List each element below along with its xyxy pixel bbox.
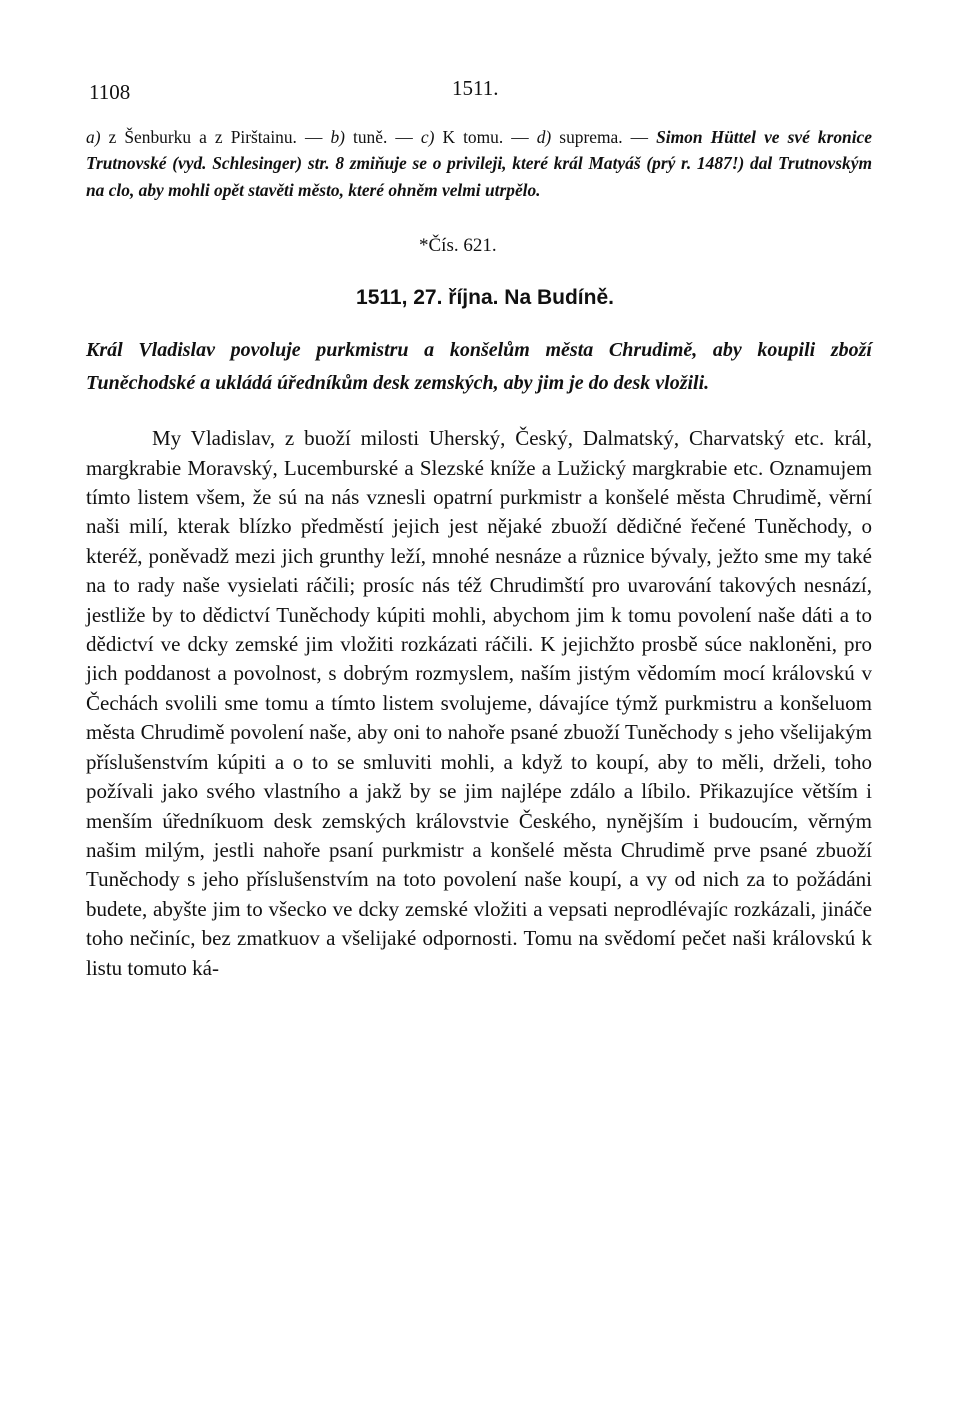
page-number: 1108 xyxy=(89,80,131,104)
document-summary: Král Vladislav povoluje purkmistru a konšelům města Chrudimě, aby koupili zboží Tuněchodské a ukládá úředníkům desk zemských, aby jim je do desk vložili. xyxy=(86,339,872,395)
footnote-b-text: tuně. — xyxy=(344,127,421,147)
footnote-a-text: z Šenburku a z Pirštainu. — xyxy=(100,127,331,147)
running-year: 1511. xyxy=(452,76,499,100)
footnote-d-mark: d) xyxy=(536,127,552,147)
footnote-a-mark: a) xyxy=(86,127,101,147)
footnote-note: Simon Hüttel ve své kronice Trutnovské (vyd. Schlesinger) str. 8 zmiňuje se o privileji, které král Matyáš (prý r. 1487!) dal Trutnovským na clo, aby mohli opět stavěti město, které ohněm velmi utrpělo. xyxy=(86,127,872,200)
document-page xyxy=(86,70,872,983)
footnote-b-mark: b) xyxy=(330,127,345,147)
document-date-place: 1511, 27. října. Na Budíně. xyxy=(356,286,614,310)
footnote-c-mark: c) xyxy=(420,127,435,147)
footnote-c-text: K tomu. — xyxy=(434,127,537,147)
document-body: My Vladislav, z buoží milosti Uherský, Český, Dalmatský, Charvatský etc. král, margkrabie Moravský, Lucemburské a Slezské kníže a Lužický margkrabie etc. Oznamujem tímto listem všem, že sú na nás vznesli opatrní purkmistr a konšelé města Chrudimě, věrní naši milí, kterak blízko předměstí jejich jest nějaké zbuoží dědičné řečené Tuněchody, o kteréž, poněvadž mezi jich grunthy leží, mnohé nesnáze a různice bývaly, ježto sme my také na to rady naše vysielati ráčili; prosíc nás též Chrudimští pro uvarování takových nesnází, jestliže by to dědictví Tuněchody kúpiti mohli, abychom jim k tomu povolení naše dáti a to dědictví ve dcky zemské jim vložiti rozkázati ráčili. K jejichžto prosbě súce nakloněni, pro jich poddanost a povolnost, s dobrým rozmyslem, naším jistým vědomím mocí královskú v Čechách svolili sme tomu a tímto listem svolujeme, dávajíce týmž purkmistru a konšeluom města Chrudimě povolení naše, aby oni to nahoře psané zbuoží Tuněchody s jeho všelijakým příslušenstvím kúpiti a o to se smluviti mohli, a když to koupí, aby to měli, drželi, toho požívali jako svého vlastního a jakž by se jim najlépe zdálo a líbilo. Přikazujíce větším i menším úředníkuom desk zemských královstvie Českého, nynějším i budoucím, věrným našim milým, jestli nahoře psaní purkmistr a konšelé města Chrudimě prve psané zbuoží Tuněchody s jeho příslušenstvím na toto povolení naše koupí, a vy od nich za to požádáni budete, abyšte jim to všecko ve dcky zemské vložiti a vepsati neprodlévajíc rozkázali, jináče toho nečiníc, bez zmatkuov a všelijaké odpornosti. Tomu na svědomí pečet naši královskú k listu tomuto ká- xyxy=(86,426,872,980)
running-header xyxy=(86,70,872,104)
document-number: *Čís. 621. xyxy=(419,235,497,257)
footnotes xyxy=(86,124,872,203)
footnote-d-text: suprema. — xyxy=(551,127,657,147)
